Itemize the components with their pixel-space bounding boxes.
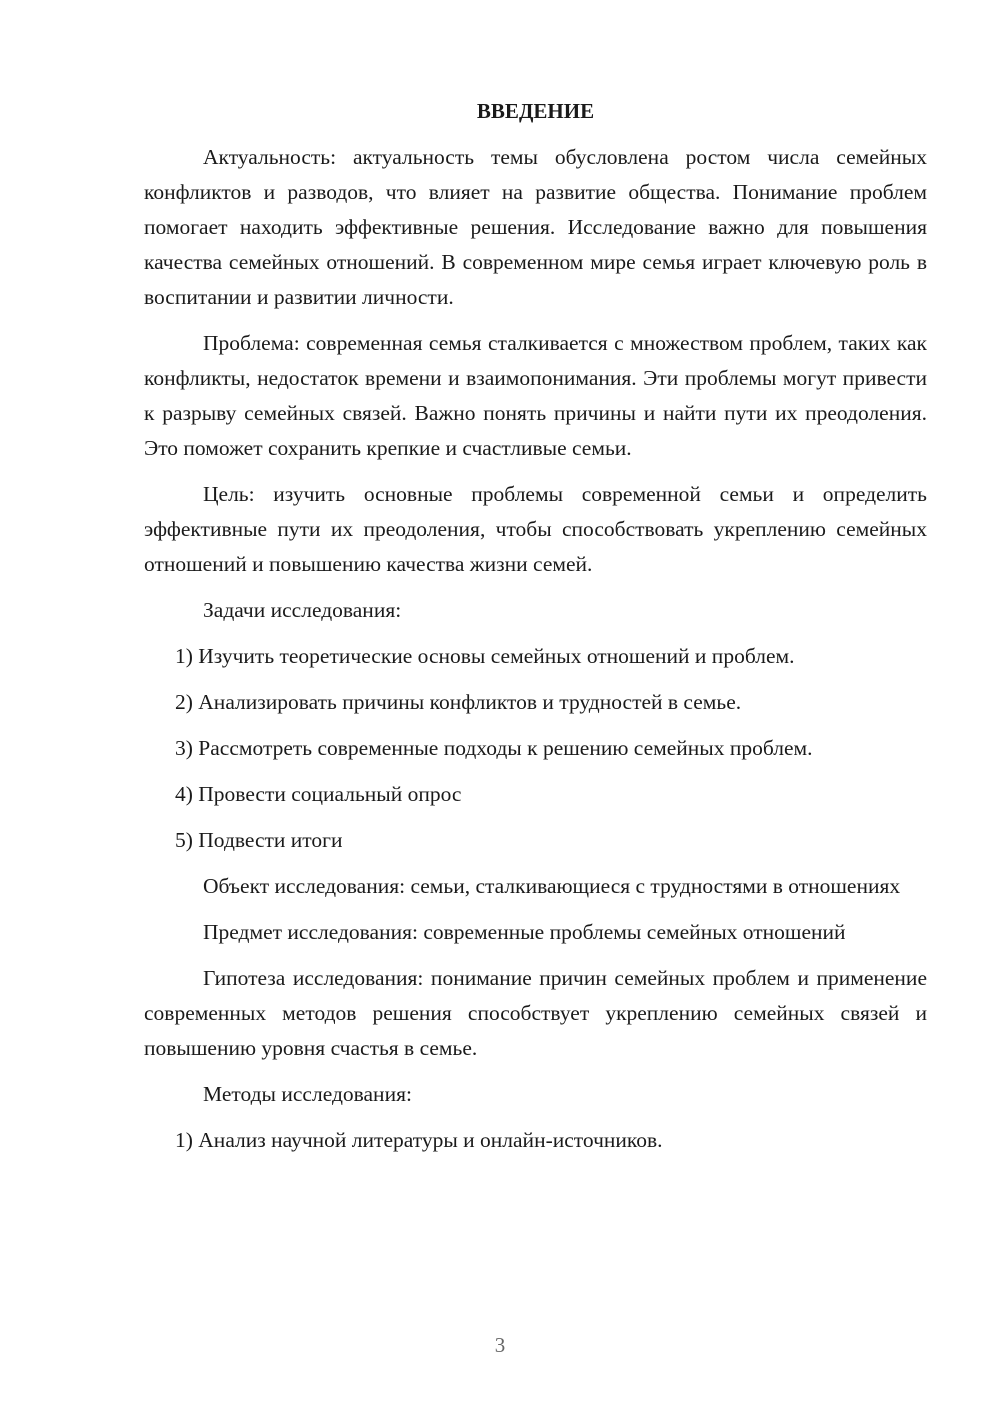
goal-paragraph: Цель: изучить основные проблемы современной семьи и определить эффективные пути их преодоления, чтобы способствовать укреплению семейных отношений и повышению качества жизни семей.	[144, 482, 927, 576]
task-item-5: 5) Подвести итоги	[175, 828, 343, 852]
task-item-2: 2) Анализировать причины конфликтов и трудностей в семье.	[175, 690, 742, 714]
section-heading: ВВЕДЕНИЕ	[476, 99, 595, 123]
relevance-paragraph: Актуальность: актуальность темы обусловлена ростом числа семейных конфликтов и разводов, что влияет на развитие общества. Понимание проблем помогает находить эффективные решения. Исследование важно для повышения качества семейных отношений. В современном мире семья играет ключевую роль в воспитании и развитии личности.	[144, 145, 927, 309]
hypothesis-paragraph: Гипотеза исследования: понимание причин семейных проблем и применение современных методов решения способствует укреплению семейных связей и повышению уровня счастья в семье.	[144, 966, 927, 1060]
document-page	[144, 94, 927, 1169]
page-number: 3	[494, 1333, 506, 1357]
task-item-4: 4) Провести социальный опрос	[175, 782, 462, 806]
tasks-title: Задачи исследования:	[203, 598, 402, 622]
task-item-1: 1) Изучить теоретические основы семейных отношений и проблем.	[175, 644, 795, 668]
task-item-3: 3) Рассмотреть современные подходы к решению семейных проблем.	[175, 736, 813, 760]
object-paragraph: Объект исследования: семьи, сталкивающиеся с трудностями в отношениях	[203, 874, 901, 898]
method-item-1: 1) Анализ научной литературы и онлайн-источников.	[175, 1128, 663, 1152]
problem-paragraph: Проблема: современная семья сталкивается с множеством проблем, таких как конфликты, недостаток времени и взаимопонимания. Эти проблемы могут привести к разрыву семейных связей. Важно понять причины и найти пути их преодоления. Это поможет сохранить крепкие и счастливые семьи.	[144, 331, 927, 460]
subject-paragraph: Предмет исследования: современные проблемы семейных отношений	[203, 920, 846, 944]
methods-title: Методы исследования:	[203, 1082, 412, 1106]
